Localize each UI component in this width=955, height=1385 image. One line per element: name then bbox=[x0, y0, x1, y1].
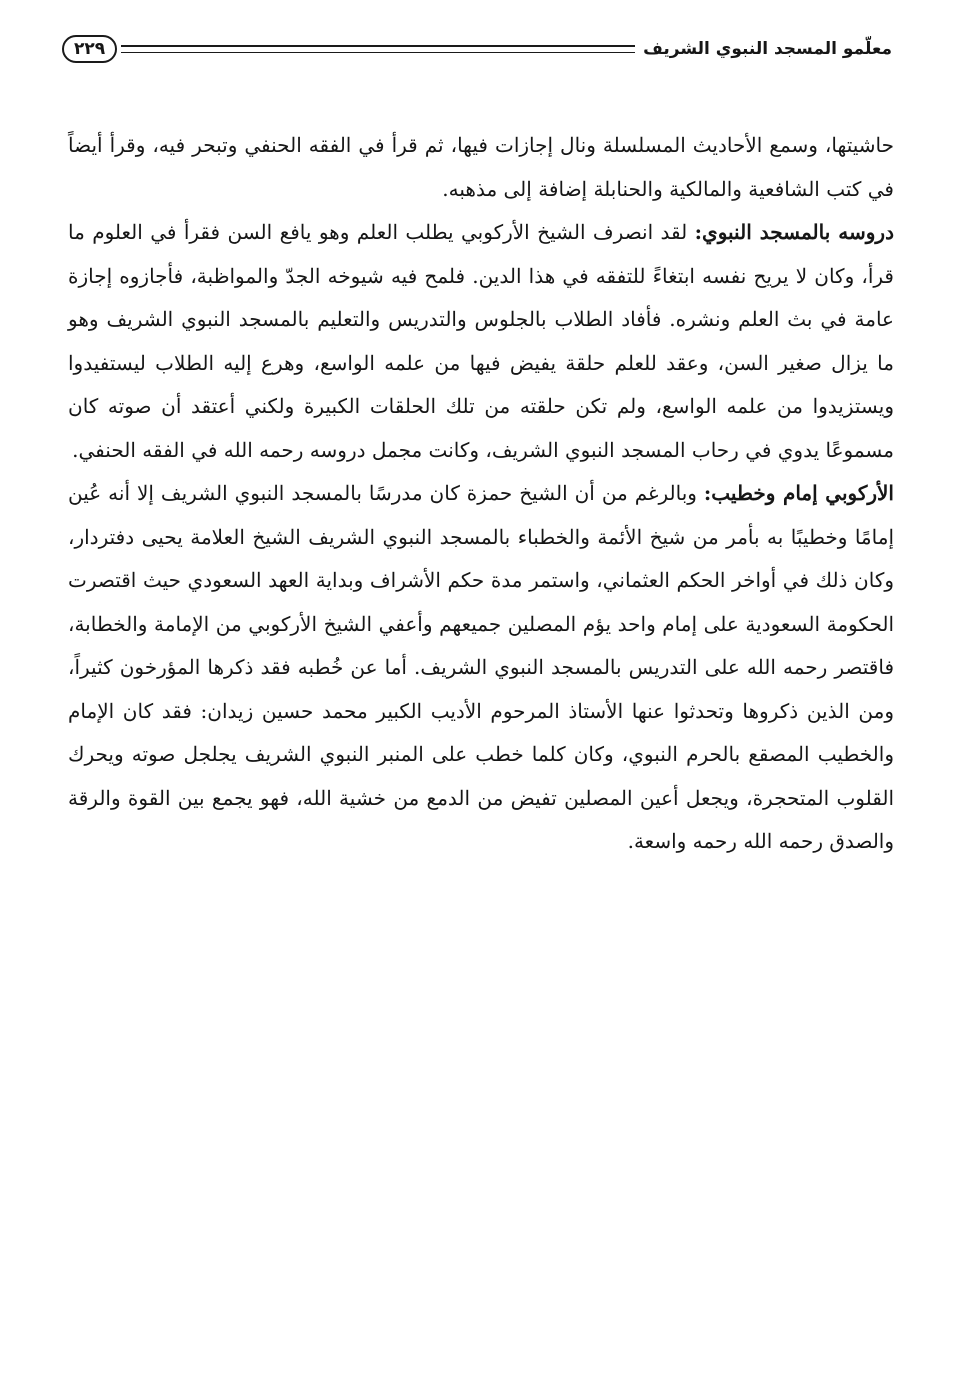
paragraph bbox=[68, 124, 894, 211]
section-heading: دروسه بالمسجد النبوي: bbox=[694, 220, 894, 244]
paragraph-text: وبالرغم من أن الشيخ حمزة كان مدرسًا بالمسجد النبوي الشريف إلا أنه عُين إمامًا وخطيبًا به بأمر من شيخ الأئمة والخطباء بالمسجد النبوي الشريف الشيخ العلامة يحيى دفتردار، وكان ذلك في أواخر الحكم العثماني، واستمر مدة حكم الأشراف وبداية العهد السعودي حيث اقتصرت الحكومة السعودية على إمام واحد يؤم المصلين جميعهم وأعفي الشيخ الأركوبي من الإمامة والخطابة، فاقتصر رحمه الله على التدريس بالمسجد النبوي الشريف. أما عن خُطبه فقد ذكرها المؤرخون كثيراً، ومن الذين ذكروها وتحدثوا عنها الأستاذ المرحوم الأديب الكبير محمد حسين زيدان: فقد كان الإمام والخطيب المصقع بالحرم النبوي، وكان كلما خطب على المنبر النبوي الشريف يجلجل صوته ويحرك القلوب المتحجرة، ويجعل أعين المصلين تفيض من الدمع من خشية الله، فهو يجمع بين القوة والرقة والصدق رحمه الله رحمه واسعة. bbox=[68, 481, 895, 853]
body-text bbox=[68, 124, 894, 864]
page-number: ٢٢٩ bbox=[62, 35, 117, 63]
running-title: معلّمو المسجد النبوي الشريف bbox=[643, 39, 892, 59]
paragraph bbox=[68, 211, 894, 472]
paragraph-text: لقد انصرف الشيخ الأركوبي يطلب العلم وهو يافع السن فقرأ في العلوم ما قرأ، وكان لا يريح نفسه ابتغاءً للتفقه في هذا الدين. فلمح فيه شيوخه الجدّ والمواظبة، فأجازوه إجازة عامة في بث العلم ونشره. فأفاد الطلاب بالجلوس والتدريس والتعليم بالمسجد النبوي الشريف وهو ما يزال صغير السن، وعقد للعلم حلقة يفيض فيها من علمه الواسع، وهرع إليه الطلاب ليستفيدوا ويستزيدوا من علمه الواسع، ولم تكن حلقته من تلك الحلقات الكبيرة ولكني أعتقد أن صوته كان مسموعًا يدوي في رحاب المسجد النبوي الشريف، وكانت مجمل دروسه رحمه الله في الفقه الحنفي. bbox=[68, 220, 894, 462]
header-rule bbox=[121, 45, 635, 53]
section-heading: الأركوبي إمام وخطيب: bbox=[703, 481, 894, 505]
paragraph bbox=[68, 472, 894, 864]
paragraph-text: حاشيتها، وسمع الأحاديث المسلسلة ونال إجازات فيها، ثم قرأ في الفقه الحنفي وتبحر فيه، وقرأ أيضاً في كتب الشافعية والمالكية والحنابلة إضافة إلى مذهبه. bbox=[68, 133, 894, 201]
page-header bbox=[62, 28, 892, 70]
